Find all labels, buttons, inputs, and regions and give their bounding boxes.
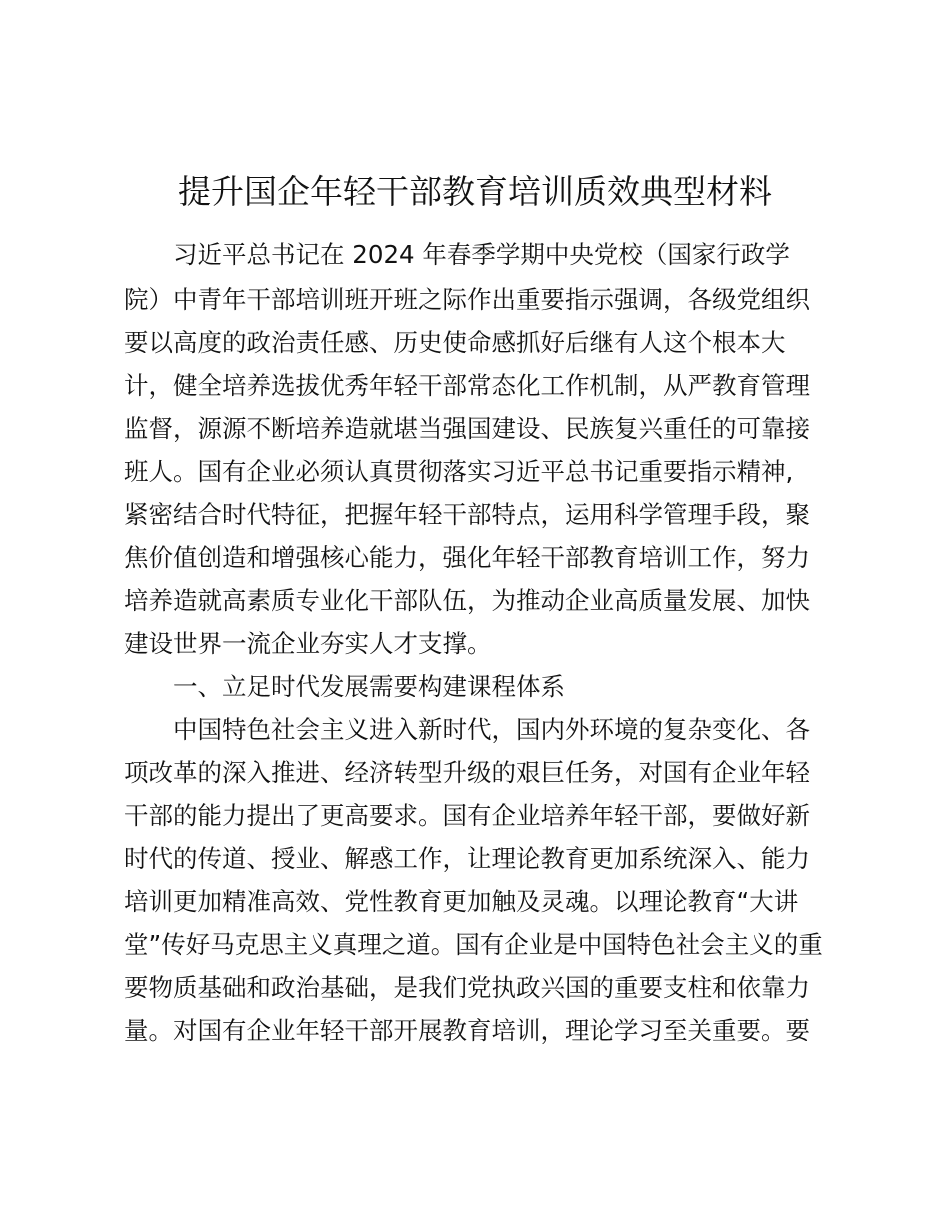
paragraph-2-line-2: 项改革的深入推进、经济转型升级的艰巨任务，对国有企业年轻: [124, 758, 810, 787]
paragraph-1-line-10: 建设世界一流企业夯实人才支撑。: [124, 629, 492, 658]
paragraph-2-line-3: 干部的能力提出了更高要求。国有企业培养年轻干部，要做好新: [124, 801, 810, 830]
paragraph-2-line-1: 中国特色社会主义进入新时代，国内外环境的复杂变化、各: [173, 715, 810, 744]
paragraph-1-line-3: 要以高度的政治责任感、历史使命感抓好后继有人这个根本大: [124, 328, 786, 357]
paragraph-1-line-1: 习近平总书记在 2024 年春季学期中央党校（国家行政学: [173, 240, 790, 269]
document-title: 提升国企年轻干部教育培训质效典型材料: [178, 172, 772, 211]
section-heading-1: 一、立足时代发展需要构建课程体系: [173, 672, 565, 701]
paragraph-1-line-4: 计，健全培养选拔优秀年轻干部常态化工作机制，从严教育管理: [124, 371, 810, 400]
paragraph-2-line-5: 培训更加精准高效、党性教育更加触及灵魂。以理论教育“大讲: [124, 887, 799, 916]
paragraph-2-line-7: 要物质基础和政治基础，是我们党执政兴国的重要支柱和依靠力: [124, 973, 810, 1002]
paragraph-1-line-8: 焦价值创造和增强核心能力，强化年轻干部教育培训工作，努力: [124, 543, 810, 572]
paragraph-1-line-5: 监督，源源不断培养造就堪当强国建设、民族复兴重任的可靠接: [124, 414, 810, 443]
paragraph-2-line-8: 量。对国有企业年轻干部开展教育培训，理论学习至关重要。要: [124, 1016, 810, 1045]
paragraph-2-line-4: 时代的传道、授业、解惑工作，让理论教育更加系统深入、能力: [124, 844, 810, 873]
paragraph-1-line-2: 院）中青年干部培训班开班之际作出重要指示强调，各级党组织: [124, 285, 810, 314]
paragraph-2-line-6: 堂”传好马克思主义真理之道。国有企业是中国特色社会主义的重: [124, 930, 823, 959]
paragraph-1-line-9: 培养造就高素质专业化干部队伍，为推动企业高质量发展、加快: [124, 586, 810, 615]
paragraph-1-line-7: 紧密结合时代特征，把握年轻干部特点，运用科学管理手段，聚: [124, 500, 810, 529]
paragraph-1-line-6: 班人。国有企业必须认真贯彻落实习近平总书记重要指示精神,: [124, 457, 794, 486]
